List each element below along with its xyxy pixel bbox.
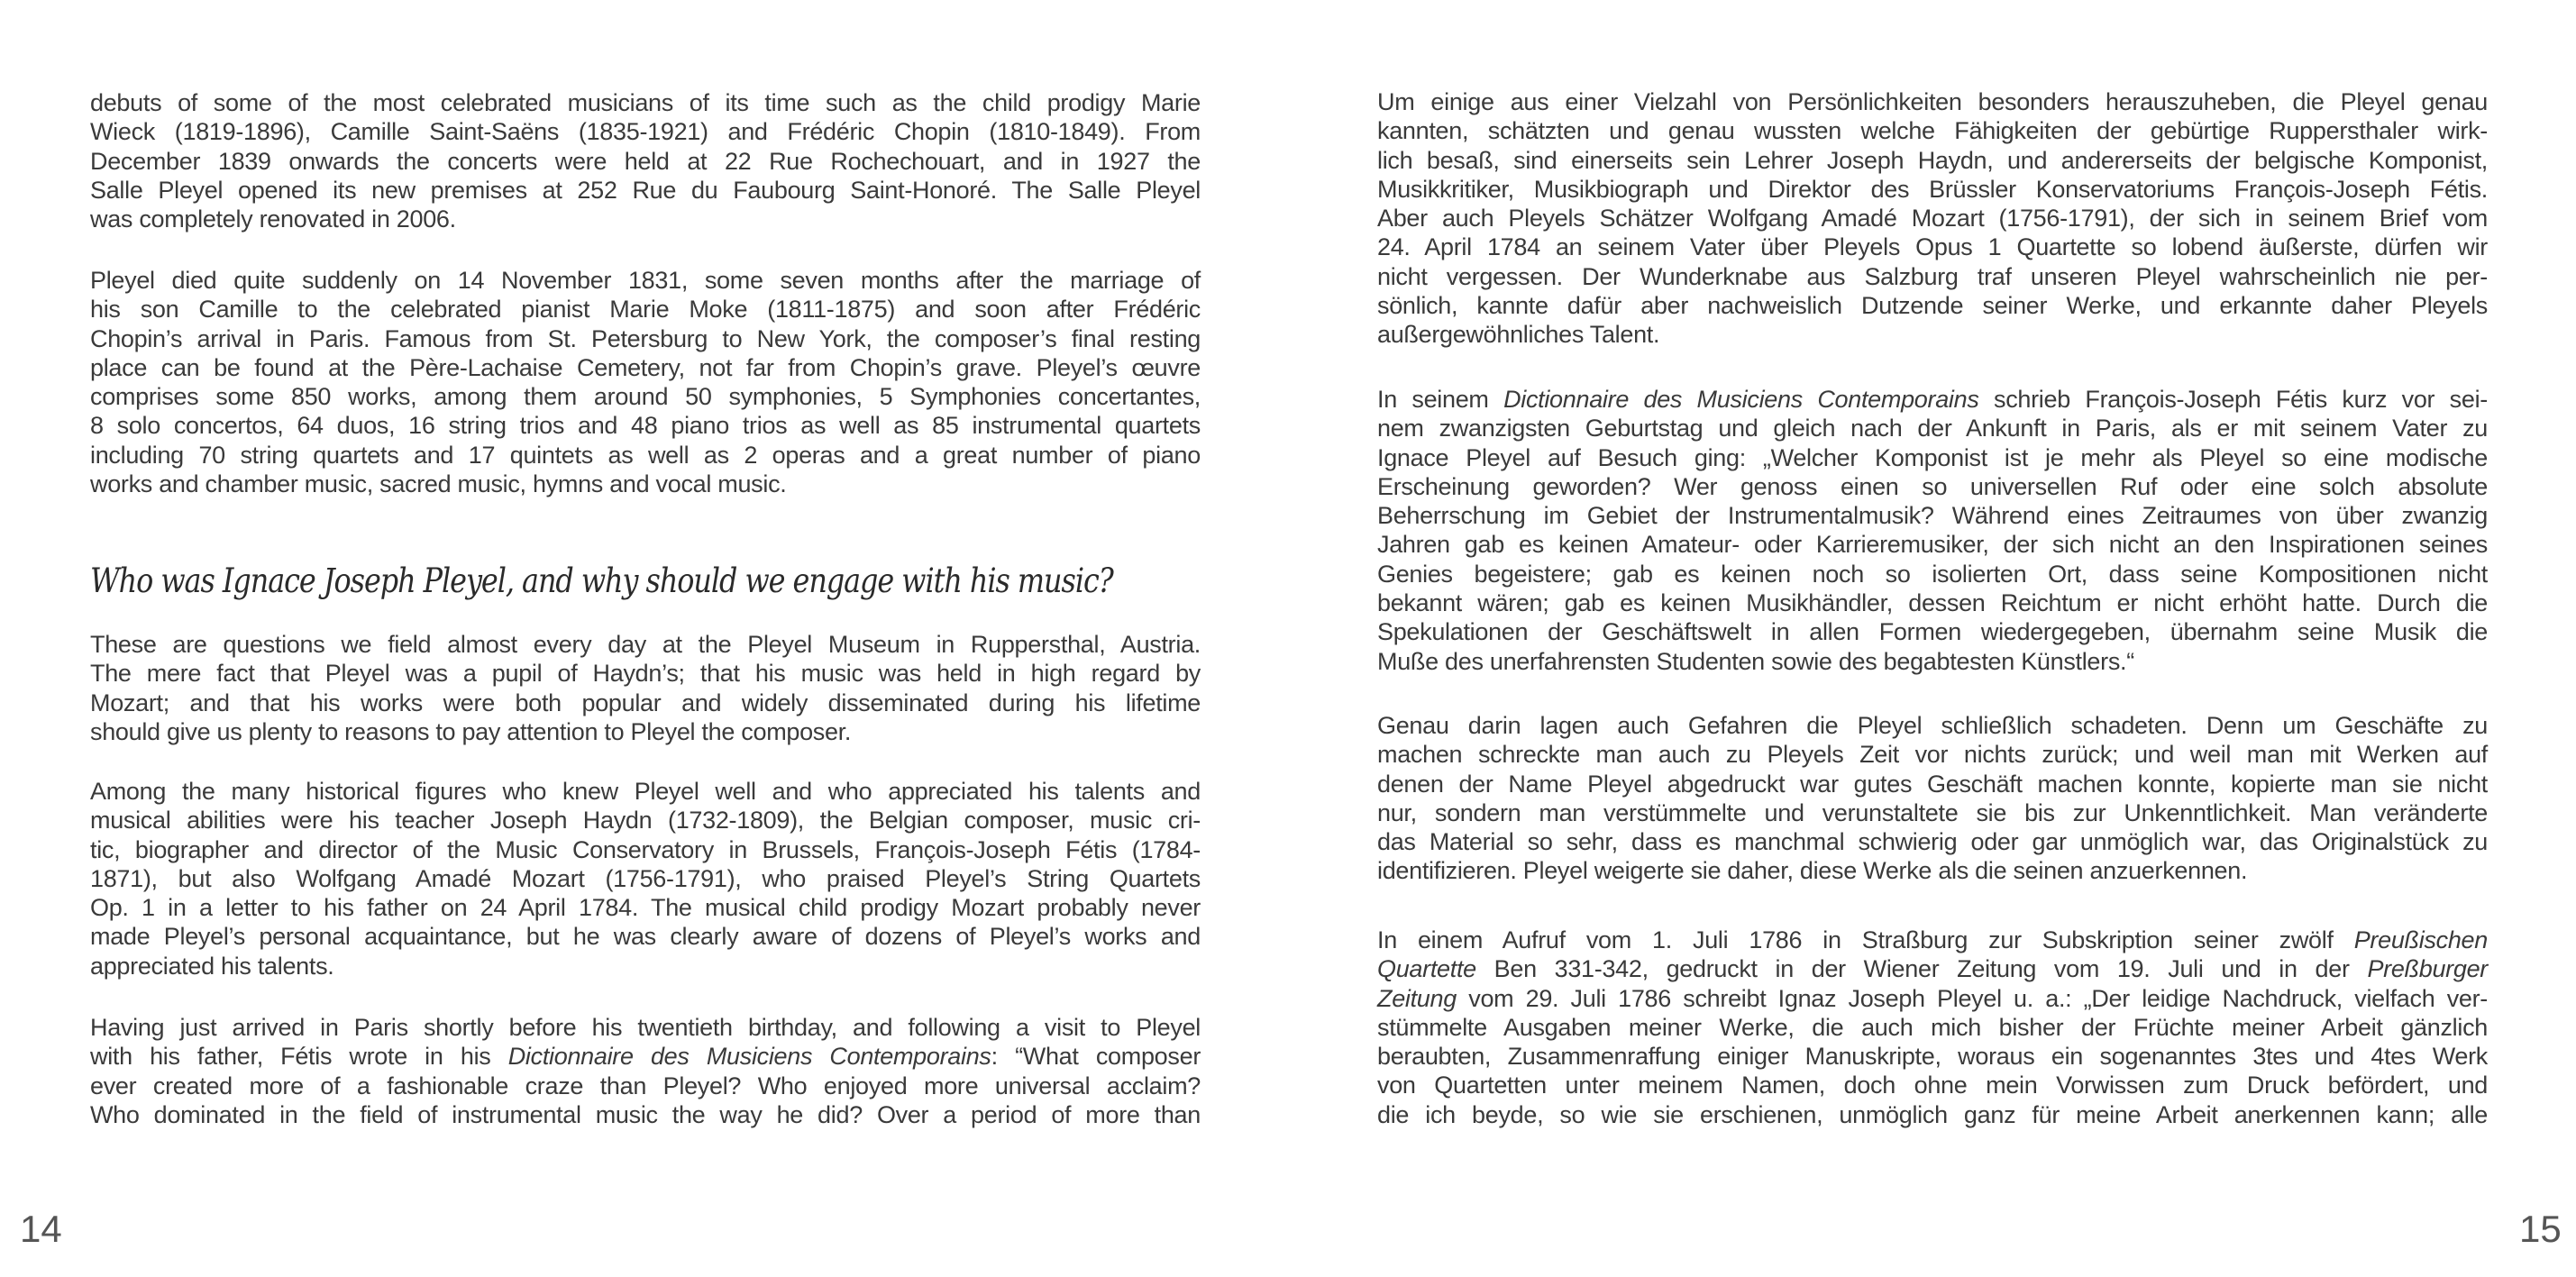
- paragraph: [1377, 87, 2488, 350]
- text-line: Spekulationen der Geschäftswelt in allen Formen wiedergegeben, übernahm seine Musik die: [1377, 618, 2488, 646]
- paragraph: [90, 1013, 1201, 1129]
- paragraph: [1377, 385, 2488, 676]
- text-line: Salle Pleyel opened its new premises at 252 Rue du Faubourg Saint-Honoré. The Salle Pleyel: [90, 176, 1201, 204]
- text-line: nur, sondern man verstümmelte und verunstaltete sie bis zur Unkenntlichkeit. Man veränderte: [1377, 798, 2488, 826]
- text-line: In seinem Dictionnaire des Musiciens Contemporains schrieb François-Joseph Fétis kurz vor sei-: [1377, 386, 2488, 413]
- text-line: Musikkritiker, Musikbiograph und Direktor des Brüssler Konservatoriums François-Joseph Fétis.: [1377, 175, 2488, 203]
- paragraph: [90, 88, 1201, 233]
- text-line: sönlich, kannte dafür aber nachweislich Dutzende seiner Werke, und erkannte daher Pleyels: [1377, 292, 2488, 320]
- text-line: das Material so sehr, dass es manchmal schwierig oder gar unmöglich war, das Originalstück zu: [1377, 828, 2488, 856]
- text-line: 1871), but also Wolfgang Amadé Mozart (1756-1791), who praised Pleyel’s String Quartets: [90, 864, 1201, 892]
- text-line: nicht vergessen. Der Wunderknabe aus Salzburg traf unseren Pleyel wahrscheinlich nie per-: [1377, 262, 2488, 290]
- text-line: kannten, schätzten und genau wussten welche Fähigkeiten der gebürtige Ruppersthaler wirk-: [1377, 117, 2488, 145]
- text-line: Erscheinung geworden? Wer genoss einen so universellen Ruf oder eine solch absolute: [1377, 472, 2488, 500]
- paragraph: [1377, 711, 2488, 886]
- section-heading: Who was Ignace Joseph Pleyel, and why should we engage with his music?: [90, 561, 1113, 600]
- text-line: works and chamber music, sacred music, hymns and vocal music.: [90, 470, 787, 498]
- text-line: Op. 1 in a letter to his father on 24 April 1784. The musical child prodigy Mozart probably never: [90, 894, 1201, 922]
- text-line: made Pleyel’s personal acquaintance, but he was clearly aware of dozens of Pleyel’s works and: [90, 923, 1201, 951]
- text-line: stümmelte Ausgaben meiner Werke, die auch mich bisher der Früchte meiner Arbeit gänzlich: [1377, 1013, 2488, 1041]
- page-number-right: 15: [2519, 1208, 2562, 1250]
- italic-title: Preßburger: [2367, 955, 2488, 983]
- text-line: In einem Aufruf vom 1. Juli 1786 in Straßburg zur Subskription seiner zwölf Preußischen: [1377, 926, 2488, 953]
- text-line: Mozart; and that his works were both popular and widely disseminated during his lifetime: [90, 689, 1201, 716]
- paragraph: [1377, 926, 2488, 1129]
- text-line: beraubten, Zusammenraffung einiger Manuskripte, woraus ein sogenanntes 3tes und 4tes Werk: [1377, 1043, 2488, 1071]
- italic-title: Dictionnaire des Musiciens Contemporains: [507, 1043, 991, 1071]
- text-line: The mere fact that Pleyel was a pupil of Haydn’s; that his music was held in high regard by: [90, 660, 1201, 688]
- text-line: December 1839 onwards the concerts were held at 22 Rue Rochechouart, and in 1927 the: [90, 147, 1201, 175]
- text-line: Chopin’s arrival in Paris. Famous from St. Petersburg to New York, the composer’s final resting: [90, 324, 1201, 352]
- text-line: denen der Name Pleyel abgedruckt war gutes Geschäft machen konnte, kopierte man sie nicht: [1377, 770, 2488, 798]
- italic-title: Zeitung: [1377, 984, 1457, 1012]
- text-line: place can be found at the Père-Lachaise Cemetery, not far from Chopin’s grave. Pleyel’s œuvre: [90, 353, 1201, 381]
- text-line: Genies begeistere; gab es keinen noch so isolierten Ort, dass seine Kompositionen nicht: [1377, 560, 2488, 588]
- text-line: Beherrschung im Gebiet der Instrumentalmusik? Während eines Zeitraumes von über zwanzig: [1377, 502, 2488, 530]
- text-line: appreciated his talents.: [90, 952, 334, 980]
- text-line: 24. April 1784 an seinem Vater über Pleyels Opus 1 Quartette so lobend äußerste, dürfen wir: [1377, 233, 2488, 261]
- text-line: Genau darin lagen auch Gefahren die Pleyel schließlich schadeten. Denn um Geschäfte zu: [1377, 712, 2488, 739]
- text-line: Who dominated in the field of instrumental music the way he did? Over a period of more than: [90, 1100, 1201, 1128]
- text-line: identifizieren. Pleyel weigerte sie daher, diese Werke als die seinen anzuerkennen.: [1377, 857, 2248, 885]
- text-line: including 70 string quartets and 17 quintets as well as 2 operas and a great number of piano: [90, 441, 1201, 469]
- text-line: Quartette Ben 331-342, gedruckt in der Wiener Zeitung vom 19. Juli und in der Preßburger: [1377, 955, 2488, 983]
- text-line: von Quartetten unter meinem Namen, doch ohne mein Vorwissen zum Druck befördert, und: [1377, 1072, 2488, 1099]
- italic-title: Quartette: [1377, 955, 1476, 983]
- text-line: die ich beyde, so wie sie erschienen, unmöglich ganz für meine Arbeit anerkennen kann; alle: [1377, 1100, 2488, 1128]
- text-line: These are questions we field almost every day at the Pleyel Museum in Ruppersthal, Austria.: [90, 631, 1201, 658]
- right-page: [1377, 0, 2488, 1277]
- text-line: 8 solo concertos, 64 duos, 16 string trios and 48 piano trios as well as 85 instrumental quartets: [90, 412, 1201, 440]
- text-line: debuts of some of the most celebrated musicians of its time such as the child prodigy Marie: [90, 89, 1201, 116]
- text-line: his son Camille to the celebrated pianist Marie Moke (1811-1875) and soon after Frédéric: [90, 296, 1201, 324]
- paragraph: [90, 630, 1201, 746]
- text-line: Wieck (1819-1896), Camille Saint-Saëns (1835-1921) and Frédéric Chopin (1810-1849). From: [90, 118, 1201, 146]
- italic-title: Preußischen: [2353, 926, 2488, 953]
- page-number-left: 14: [20, 1208, 62, 1250]
- text-line: lich besaß, sind einerseits sein Lehrer Joseph Haydn, und andererseits der belgische Komponist,: [1377, 146, 2488, 174]
- text-line: was completely renovated in 2006.: [90, 205, 456, 233]
- paragraph: [90, 266, 1201, 498]
- left-page: [90, 0, 1201, 1277]
- text-line: Pleyel died quite suddenly on 14 November 1831, some seven months after the marriage of: [90, 267, 1201, 294]
- text-line: Zeitung vom 29. Juli 1786 schreibt Ignaz Joseph Pleyel u. a.: „Der leidige Nachdruck, vielfach ver-: [1377, 984, 2488, 1012]
- text-line: should give us plenty to reasons to pay attention to Pleyel the composer.: [90, 717, 852, 745]
- text-line: Ignace Pleyel auf Besuch ging: „Welcher Komponist ist je mehr als Pleyel so eine modische: [1377, 443, 2488, 471]
- text-line: musical abilities were his teacher Joseph Haydn (1732-1809), the Belgian composer, music cri-: [90, 807, 1201, 835]
- text-line: machen schreckte man auch zu Pleyels Zeit vor nichts zurück; und weil man mit Werken auf: [1377, 741, 2488, 769]
- paragraph: [90, 777, 1201, 981]
- text-line: Among the many historical figures who knew Pleyel well and who appreciated his talents and: [90, 778, 1201, 805]
- italic-title: Dictionnaire des Musiciens Contemporains: [1503, 386, 1979, 413]
- text-line: with his father, Fétis wrote in his Dictionnaire des Musiciens Contemporains: “What composer: [90, 1043, 1201, 1071]
- text-line: Jahren gab es keinen Amateur- oder Karrieremusiker, der sich nicht an den Inspirationen seines: [1377, 531, 2488, 559]
- text-line: Having just arrived in Paris shortly before his twentieth birthday, and following a visit to Pleyel: [90, 1014, 1201, 1041]
- text-line: außergewöhnliches Talent.: [1377, 321, 1660, 349]
- text-line: ever created more of a fashionable craze than Pleyel? Who enjoyed more universal acclaim?: [90, 1072, 1201, 1099]
- text-line: bekannt wären; gab es keinen Musikhändler, dessen Reichtum er nicht erhöht hatte. Durch die: [1377, 589, 2488, 617]
- text-line: Muße des unerfahrensten Studenten sowie des begabtesten Künstlers.“: [1377, 647, 2134, 675]
- text-line: Um einige aus einer Vielzahl von Persönlichkeiten besonders herauszuheben, die Pleyel genau: [1377, 88, 2488, 115]
- text-line: Aber auch Pleyels Schätzer Wolfgang Amadé Mozart (1756-1791), der sich in seinem Brief vom: [1377, 205, 2488, 233]
- text-line: nem zwanzigsten Geburtstag und gleich nach der Ankunft in Paris, als er mit seinem Vater zu: [1377, 415, 2488, 442]
- text-line: comprises some 850 works, among them around 50 symphonies, 5 Symphonies concertantes,: [90, 383, 1201, 411]
- text-line: tic, biographer and director of the Music Conservatory in Brussels, François-Joseph Fétis (1784-: [90, 835, 1201, 863]
